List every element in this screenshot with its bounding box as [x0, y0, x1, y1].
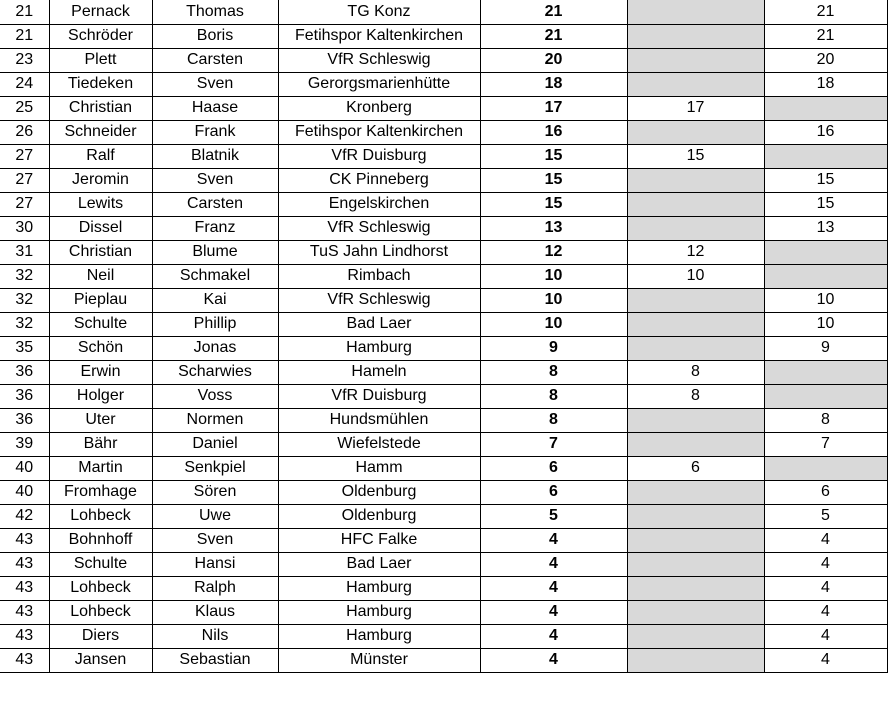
first-name-cell: Sebastian [152, 648, 278, 672]
rank-cell: 32 [0, 264, 49, 288]
total-points-cell: 4 [480, 624, 627, 648]
score-2-cell: 4 [764, 600, 887, 624]
club-cell: Bad Laer [278, 552, 480, 576]
club-cell: VfR Duisburg [278, 384, 480, 408]
rank-cell: 24 [0, 72, 49, 96]
last-name-cell: Schön [49, 336, 152, 360]
club-cell: Hamburg [278, 336, 480, 360]
table-row [0, 312, 887, 336]
first-name-cell: Thomas [152, 0, 278, 24]
score-1-cell [627, 576, 764, 600]
last-name-cell: Pernack [49, 0, 152, 24]
rank-cell: 40 [0, 480, 49, 504]
club-cell: TG Konz [278, 0, 480, 24]
rank-cell: 43 [0, 624, 49, 648]
score-1-cell [627, 168, 764, 192]
total-points-cell: 12 [480, 240, 627, 264]
score-1-cell [627, 0, 764, 24]
table-row [0, 504, 887, 528]
table-row [0, 480, 887, 504]
total-points-cell: 21 [480, 24, 627, 48]
last-name-cell: Neil [49, 264, 152, 288]
rank-cell: 43 [0, 576, 49, 600]
table-row [0, 432, 887, 456]
last-name-cell: Schulte [49, 552, 152, 576]
club-cell: VfR Schleswig [278, 48, 480, 72]
total-points-cell: 15 [480, 144, 627, 168]
score-1-cell [627, 432, 764, 456]
last-name-cell: Lohbeck [49, 504, 152, 528]
first-name-cell: Carsten [152, 48, 278, 72]
total-points-cell: 4 [480, 648, 627, 672]
score-2-cell [764, 360, 887, 384]
first-name-cell: Nils [152, 624, 278, 648]
score-2-cell: 7 [764, 432, 887, 456]
first-name-cell: Frank [152, 120, 278, 144]
table-row [0, 624, 887, 648]
table-row [0, 0, 887, 24]
rank-cell: 43 [0, 600, 49, 624]
first-name-cell: Haase [152, 96, 278, 120]
club-cell: HFC Falke [278, 528, 480, 552]
score-2-cell: 8 [764, 408, 887, 432]
score-1-cell: 8 [627, 360, 764, 384]
score-2-cell: 4 [764, 648, 887, 672]
club-cell: Hamm [278, 456, 480, 480]
club-cell: Bad Laer [278, 312, 480, 336]
last-name-cell: Pieplau [49, 288, 152, 312]
first-name-cell: Sven [152, 72, 278, 96]
last-name-cell: Uter [49, 408, 152, 432]
score-1-cell [627, 312, 764, 336]
score-2-cell: 10 [764, 312, 887, 336]
score-2-cell [764, 240, 887, 264]
score-2-cell: 15 [764, 192, 887, 216]
first-name-cell: Boris [152, 24, 278, 48]
first-name-cell: Sven [152, 528, 278, 552]
rank-cell: 43 [0, 552, 49, 576]
first-name-cell: Scharwies [152, 360, 278, 384]
rank-cell: 21 [0, 0, 49, 24]
total-points-cell: 9 [480, 336, 627, 360]
total-points-cell: 10 [480, 288, 627, 312]
score-1-cell [627, 504, 764, 528]
first-name-cell: Carsten [152, 192, 278, 216]
club-cell: Kronberg [278, 96, 480, 120]
table-row [0, 648, 887, 672]
table-row [0, 192, 887, 216]
score-1-cell [627, 216, 764, 240]
total-points-cell: 4 [480, 528, 627, 552]
club-cell: Engelskirchen [278, 192, 480, 216]
score-1-cell: 8 [627, 384, 764, 408]
table-row [0, 144, 887, 168]
rank-cell: 32 [0, 312, 49, 336]
total-points-cell: 6 [480, 480, 627, 504]
table-row [0, 24, 887, 48]
last-name-cell: Ralf [49, 144, 152, 168]
table-row [0, 96, 887, 120]
score-2-cell: 6 [764, 480, 887, 504]
score-1-cell [627, 552, 764, 576]
rank-cell: 36 [0, 384, 49, 408]
rank-cell: 36 [0, 408, 49, 432]
last-name-cell: Diers [49, 624, 152, 648]
club-cell: Münster [278, 648, 480, 672]
rank-cell: 42 [0, 504, 49, 528]
last-name-cell: Lohbeck [49, 600, 152, 624]
total-points-cell: 18 [480, 72, 627, 96]
first-name-cell: Sören [152, 480, 278, 504]
score-1-cell [627, 72, 764, 96]
score-1-cell [627, 624, 764, 648]
club-cell: VfR Schleswig [278, 216, 480, 240]
score-2-cell: 4 [764, 552, 887, 576]
score-1-cell [627, 648, 764, 672]
score-2-cell: 21 [764, 0, 887, 24]
last-name-cell: Bohnhoff [49, 528, 152, 552]
score-2-cell [764, 144, 887, 168]
last-name-cell: Plett [49, 48, 152, 72]
total-points-cell: 10 [480, 312, 627, 336]
rank-cell: 36 [0, 360, 49, 384]
club-cell: Wiefelstede [278, 432, 480, 456]
total-points-cell: 6 [480, 456, 627, 480]
score-2-cell: 9 [764, 336, 887, 360]
table-row [0, 384, 887, 408]
score-2-cell [764, 264, 887, 288]
last-name-cell: Bähr [49, 432, 152, 456]
table-row [0, 288, 887, 312]
first-name-cell: Franz [152, 216, 278, 240]
table-row [0, 600, 887, 624]
table-row [0, 216, 887, 240]
rank-cell: 26 [0, 120, 49, 144]
table-row [0, 168, 887, 192]
table-row [0, 336, 887, 360]
score-1-cell [627, 600, 764, 624]
total-points-cell: 13 [480, 216, 627, 240]
table-row [0, 264, 887, 288]
table-row [0, 408, 887, 432]
total-points-cell: 15 [480, 192, 627, 216]
table-row [0, 576, 887, 600]
club-cell: CK Pinneberg [278, 168, 480, 192]
rank-cell: 31 [0, 240, 49, 264]
table-row [0, 552, 887, 576]
score-1-cell [627, 120, 764, 144]
score-2-cell: 16 [764, 120, 887, 144]
total-points-cell: 5 [480, 504, 627, 528]
last-name-cell: Fromhage [49, 480, 152, 504]
first-name-cell: Schmakel [152, 264, 278, 288]
table-row [0, 456, 887, 480]
club-cell: Rimbach [278, 264, 480, 288]
total-points-cell: 4 [480, 576, 627, 600]
rank-cell: 43 [0, 648, 49, 672]
score-1-cell: 10 [627, 264, 764, 288]
first-name-cell: Daniel [152, 432, 278, 456]
total-points-cell: 10 [480, 264, 627, 288]
club-cell: Oldenburg [278, 504, 480, 528]
club-cell: Oldenburg [278, 480, 480, 504]
score-2-cell: 13 [764, 216, 887, 240]
rank-cell: 23 [0, 48, 49, 72]
score-2-cell: 20 [764, 48, 887, 72]
first-name-cell: Uwe [152, 504, 278, 528]
first-name-cell: Hansi [152, 552, 278, 576]
score-1-cell: 12 [627, 240, 764, 264]
score-2-cell [764, 384, 887, 408]
club-cell: Gerorgsmarienhütte [278, 72, 480, 96]
club-cell: Hundsmühlen [278, 408, 480, 432]
score-2-cell [764, 456, 887, 480]
table-row [0, 120, 887, 144]
last-name-cell: Jansen [49, 648, 152, 672]
last-name-cell: Lohbeck [49, 576, 152, 600]
total-points-cell: 8 [480, 384, 627, 408]
rank-cell: 40 [0, 456, 49, 480]
last-name-cell: Schulte [49, 312, 152, 336]
total-points-cell: 7 [480, 432, 627, 456]
rank-cell: 39 [0, 432, 49, 456]
score-1-cell: 15 [627, 144, 764, 168]
score-1-cell [627, 192, 764, 216]
rank-cell: 30 [0, 216, 49, 240]
rank-cell: 21 [0, 24, 49, 48]
table-row [0, 528, 887, 552]
total-points-cell: 17 [480, 96, 627, 120]
table-row [0, 72, 887, 96]
first-name-cell: Phillip [152, 312, 278, 336]
rank-cell: 27 [0, 192, 49, 216]
score-1-cell [627, 288, 764, 312]
first-name-cell: Klaus [152, 600, 278, 624]
score-2-cell: 18 [764, 72, 887, 96]
club-cell: Hamburg [278, 576, 480, 600]
total-points-cell: 8 [480, 360, 627, 384]
first-name-cell: Normen [152, 408, 278, 432]
score-2-cell: 4 [764, 528, 887, 552]
first-name-cell: Blume [152, 240, 278, 264]
club-cell: Hameln [278, 360, 480, 384]
score-2-cell: 21 [764, 24, 887, 48]
last-name-cell: Holger [49, 384, 152, 408]
club-cell: TuS Jahn Lindhorst [278, 240, 480, 264]
first-name-cell: Senkpiel [152, 456, 278, 480]
rank-cell: 32 [0, 288, 49, 312]
table-row [0, 240, 887, 264]
rank-cell: 27 [0, 144, 49, 168]
first-name-cell: Voss [152, 384, 278, 408]
score-2-cell: 5 [764, 504, 887, 528]
score-1-cell [627, 528, 764, 552]
score-2-cell [764, 96, 887, 120]
first-name-cell: Ralph [152, 576, 278, 600]
first-name-cell: Blatnik [152, 144, 278, 168]
total-points-cell: 20 [480, 48, 627, 72]
score-1-cell: 6 [627, 456, 764, 480]
score-2-cell: 15 [764, 168, 887, 192]
rank-cell: 25 [0, 96, 49, 120]
last-name-cell: Lewits [49, 192, 152, 216]
table-row [0, 48, 887, 72]
total-points-cell: 8 [480, 408, 627, 432]
rank-cell: 35 [0, 336, 49, 360]
total-points-cell: 16 [480, 120, 627, 144]
score-1-cell [627, 408, 764, 432]
score-2-cell: 4 [764, 624, 887, 648]
club-cell: VfR Duisburg [278, 144, 480, 168]
last-name-cell: Erwin [49, 360, 152, 384]
last-name-cell: Schröder [49, 24, 152, 48]
rank-cell: 27 [0, 168, 49, 192]
score-2-cell: 10 [764, 288, 887, 312]
score-1-cell [627, 48, 764, 72]
score-1-cell [627, 336, 764, 360]
score-1-cell [627, 480, 764, 504]
last-name-cell: Christian [49, 240, 152, 264]
last-name-cell: Christian [49, 96, 152, 120]
total-points-cell: 4 [480, 600, 627, 624]
score-1-cell: 17 [627, 96, 764, 120]
rank-cell: 43 [0, 528, 49, 552]
table-row [0, 360, 887, 384]
score-2-cell: 4 [764, 576, 887, 600]
club-cell: VfR Schleswig [278, 288, 480, 312]
club-cell: Hamburg [278, 600, 480, 624]
last-name-cell: Jeromin [49, 168, 152, 192]
first-name-cell: Jonas [152, 336, 278, 360]
first-name-cell: Sven [152, 168, 278, 192]
score-1-cell [627, 24, 764, 48]
club-cell: Fetihspor Kaltenkirchen [278, 24, 480, 48]
total-points-cell: 21 [480, 0, 627, 24]
total-points-cell: 4 [480, 552, 627, 576]
last-name-cell: Schneider [49, 120, 152, 144]
last-name-cell: Martin [49, 456, 152, 480]
club-cell: Fetihspor Kaltenkirchen [278, 120, 480, 144]
total-points-cell: 15 [480, 168, 627, 192]
first-name-cell: Kai [152, 288, 278, 312]
last-name-cell: Dissel [49, 216, 152, 240]
last-name-cell: Tiedeken [49, 72, 152, 96]
club-cell: Hamburg [278, 624, 480, 648]
